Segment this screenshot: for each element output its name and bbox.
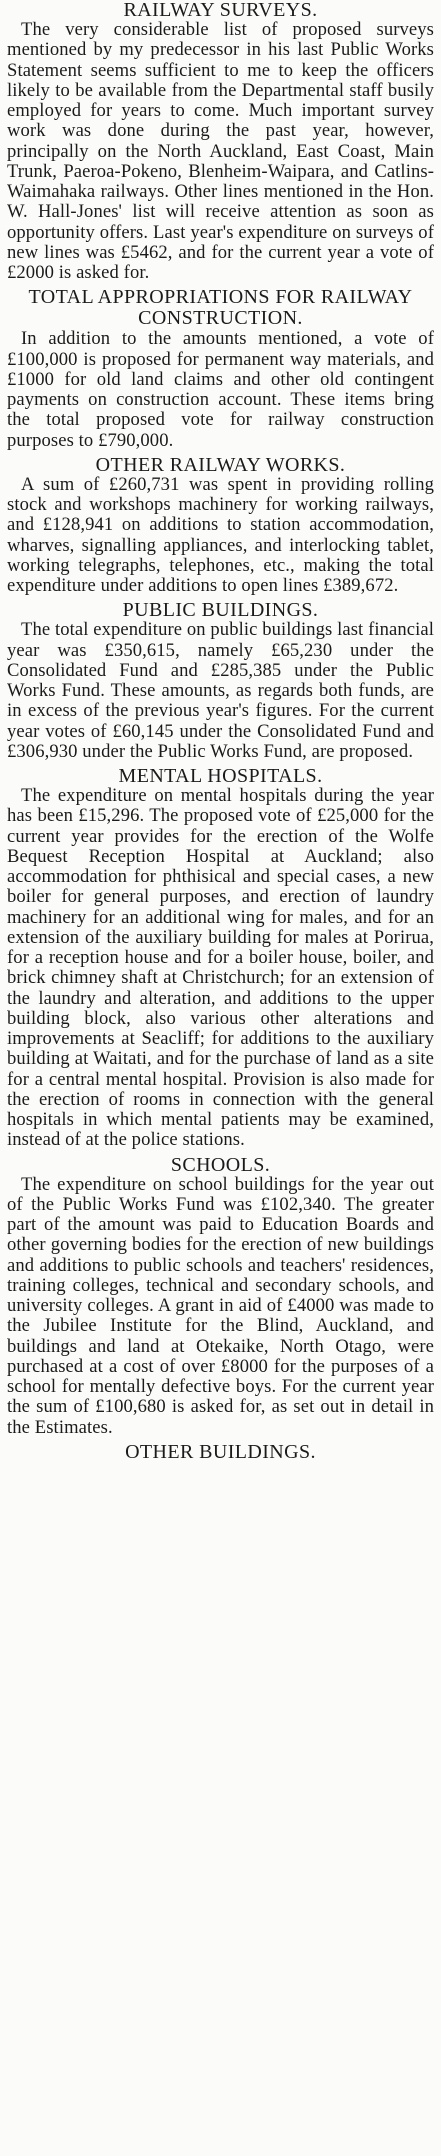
section-body: The expenditure on school buildings for the year out of the Public Works Fund was £102,340. The greater part of the amount was paid to Education Boards and other governing bodies for the erection of new buildings and additions to public schools and teachers' residences, training colleges, technical and secondary schools, and university colleges. A grant in aid of £4000 was made to the Jubilee Institute for the Blind, Auckland, and buildings and land at Otekaike, North Otago, were purchased at a cost of over £8000 for the purposes of a school for mentally defective boys. For the current year the sum of £100,680 is asked for, as set out in detail in the Estimates. [7, 1173, 434, 1438]
section-body: The very considerable list of proposed surveys mentioned by my predecessor in his last Public Works Statement seems sufficient to me to keep the officers likely to be available from the Departmental staff busily employed for years to come. Much important survey work was done during the past year, however, principally on the North Auckland, East Coast, Main Trunk, Paeroa-Pokeno, Blenheim-Waipara, and Catlins-Waimahaka railways. Other lines mentioned in the Hon. W. Hall-Jones' list will receive attention as soon as opportunity offers. Last year's expenditure on surveys of new lines was £5462, and for the current year a vote of £2000 is asked for. [7, 19, 434, 283]
section-heading: OTHER RAILWAY WORKS. [95, 453, 346, 476]
section-total-appropriations [7, 287, 434, 451]
section-body: In addition to the amounts mentioned, a vote of £100,000 is proposed for permanent way materials, and £1000 for old land claims and other old contingent payments on construction account. These items bring the total proposed vote for railway construction purposes to £790,000. [7, 328, 434, 451]
section-public-buildings [7, 600, 434, 762]
section-body: The total expenditure on public buildings last financial year was £350,615, namely £65,230 under the Consolidated Fund and £285,385 under the Public Works Fund. These amounts, as regards both funds, are in excess of the previous year's figures. For the current year votes of £60,145 under the Consolidated Fund and £306,930 under the Public Works Fund, are proposed. [7, 619, 435, 762]
section-heading: RAILWAY SURVEYS. [123, 0, 318, 21]
section-other-buildings [7, 1442, 434, 1462]
section-railway-surveys [7, 0, 434, 283]
section-body: A sum of £260,731 was spent in providing rolling stock and workshops machinery for working railways, and £128,941 on additions to station accommodation, wharves, signalling appliances, and interlocking tablet, working telegraphs, telephones, etc., making the total expenditure under additions to open lines £389,672. [7, 473, 434, 596]
section-heading: MENTAL HOSPITALS. [118, 765, 323, 787]
section-heading: SCHOOLS. [170, 1153, 271, 1176]
section-heading: TOTAL APPROPRIATIONS FOR RAILWAY CONSTRUCTION. [28, 286, 413, 330]
section-other-railway-works [7, 455, 434, 597]
section-schools [7, 1155, 434, 1438]
section-heading: OTHER BUILDINGS. [125, 1440, 316, 1463]
section-heading: PUBLIC BUILDINGS. [122, 599, 319, 622]
section-body: The expenditure on mental hospitals during the year has been £15,296. The proposed vote of £25,000 for the current year provides for the erection of the Wolfe Bequest Reception Hospital at Auckland; also accommodation for phthisical and special cases, a new boiler for general purposes, and erection of laundry machinery for an additional wing for males, and for an extension of the auxiliary building for males at Porirua, for a reception house and for a boiler house, boiler, and brick chimney shaft at Christchurch; for an extension of the laundry and alteration, and additions to the upper building block, also various other alterations and improvements at Seacliff; for additions to the auxiliary building at Waitati, and for the purchase of land as a site for a central mental hospital. Provision is also made for the erection of rooms in connection with the general hospitals in which mental patients may be examined, instead of at the police stations. [7, 785, 434, 1151]
section-mental-hospitals [7, 766, 434, 1151]
